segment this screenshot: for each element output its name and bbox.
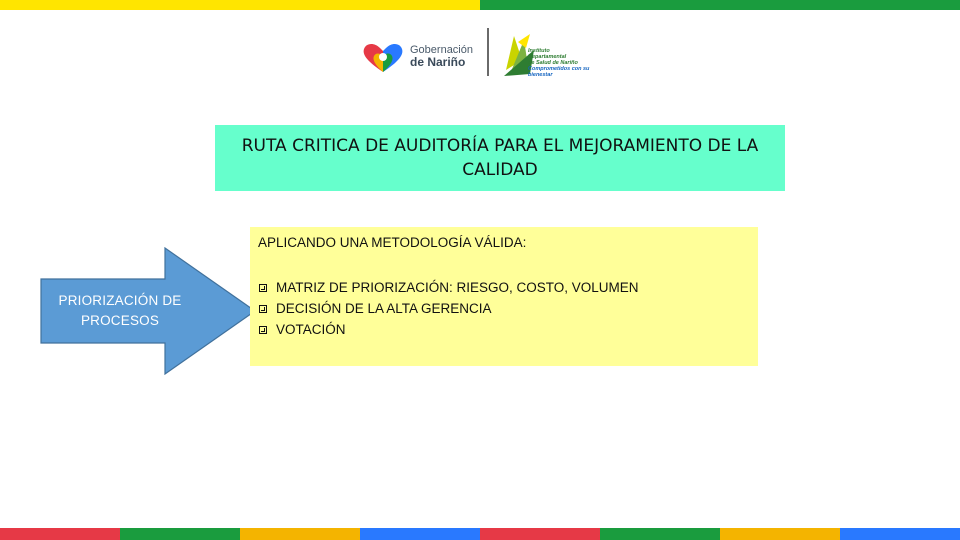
methodology-list	[259, 277, 639, 340]
top-bar-green	[480, 0, 960, 10]
methodology-intro: APLICANDO UNA METODOLOGÍA VÁLIDA:	[258, 235, 527, 250]
process-arrow	[40, 247, 256, 375]
bottom-bar-segment	[240, 528, 360, 540]
top-color-bar	[0, 0, 960, 10]
header-logos	[360, 26, 610, 84]
bottom-bar-segment	[0, 528, 120, 540]
gobernacion-wordmark	[410, 44, 473, 68]
list-item	[259, 319, 639, 340]
gobernacion-line1: Gobernación	[410, 44, 473, 56]
checkbox-bullet-icon	[259, 305, 267, 313]
list-item	[259, 298, 639, 319]
ids-line3: de Salud de Nariño	[528, 60, 578, 66]
checkbox-bullet-icon	[259, 284, 267, 292]
checkbox-bullet-icon	[259, 326, 267, 334]
bottom-bar-segment	[120, 528, 240, 540]
list-item-text: MATRIZ DE PRIORIZACIÓN: RIESGO, COSTO, VOLUMEN	[276, 280, 639, 295]
list-item-text: VOTACIÓN	[276, 322, 346, 337]
logo-divider	[487, 28, 489, 76]
bottom-bar-segment	[840, 528, 960, 540]
ids-line4: Comprometidos con su bienestar	[528, 66, 590, 78]
ids-line2: Departamental	[528, 54, 567, 60]
gobernacion-heart-logo	[360, 40, 406, 74]
bottom-color-bar	[0, 528, 960, 540]
bottom-bar-segment	[480, 528, 600, 540]
title-box	[215, 125, 785, 191]
gobernacion-line2: de Nariño	[410, 55, 466, 69]
ids-wordmark	[528, 48, 610, 78]
bottom-bar-segment	[600, 528, 720, 540]
top-bar-yellow	[0, 0, 480, 10]
bottom-bar-segment	[360, 528, 480, 540]
methodology-box	[250, 227, 758, 366]
slide-title: RUTA CRITICA DE AUDITORÍA PARA EL MEJORAMIENTO DE LA CALIDAD	[241, 136, 759, 180]
list-item	[259, 277, 639, 298]
arrow-label: PRIORIZACIÓN DE PROCESOS	[58, 293, 182, 328]
bottom-bar-segment	[720, 528, 840, 540]
ids-line1: Instituto	[528, 48, 550, 54]
list-item-text: DECISIÓN DE LA ALTA GERENCIA	[276, 301, 492, 316]
